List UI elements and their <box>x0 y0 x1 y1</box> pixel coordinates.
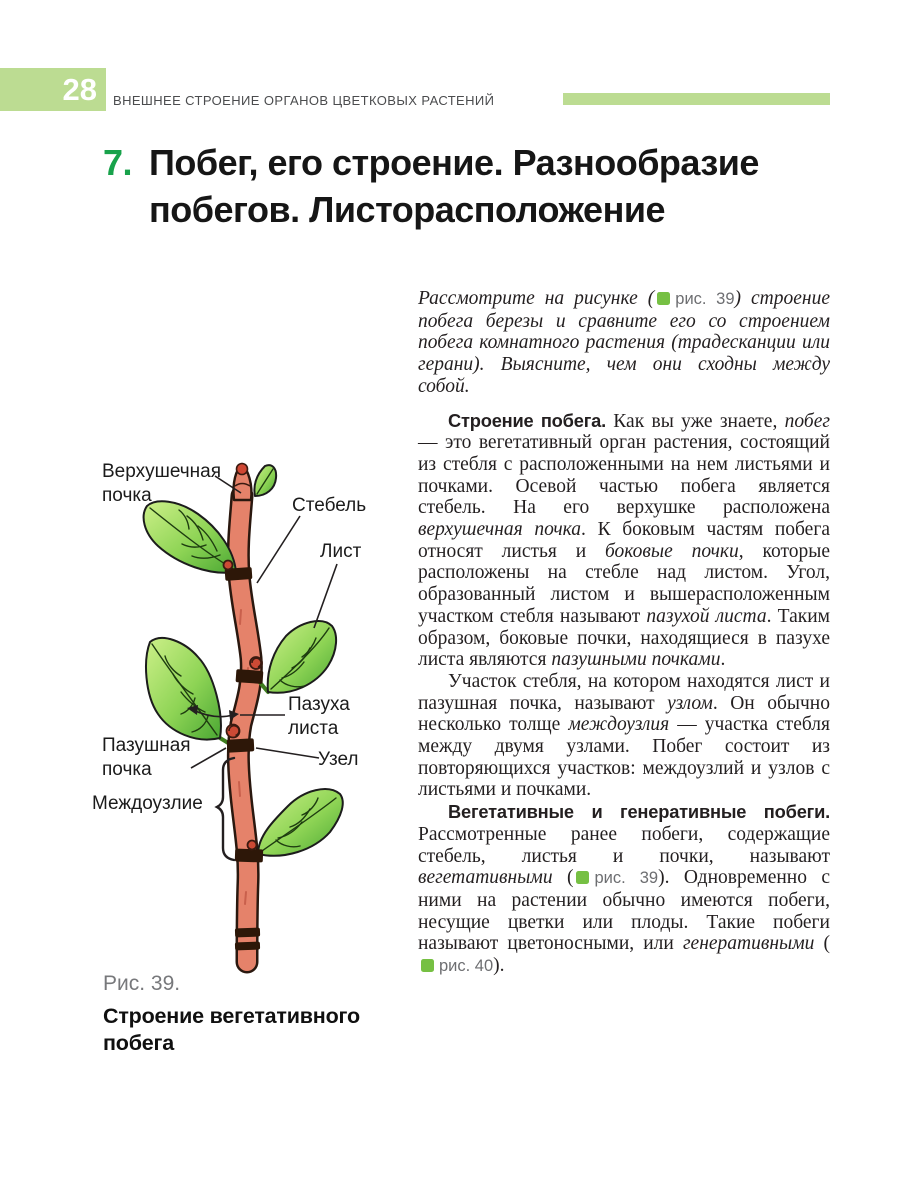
shoot-diagram <box>90 452 412 977</box>
body-text-column <box>418 288 830 978</box>
section-title <box>103 139 811 233</box>
figure-39 <box>90 452 412 977</box>
figure-caption-number: Рис. 39. <box>103 972 181 995</box>
header-green-bar <box>563 93 830 105</box>
label-internode: Междоузлие <box>92 793 203 814</box>
label-apical-bud: Верхушечная почка <box>102 461 222 506</box>
section-number: 7. <box>103 142 133 183</box>
figure-ref-square-icon <box>576 871 589 884</box>
paragraph-node-internode: Участок стебля, на котором находятся лист и пазушная почка, называют узлом. Он обычно несколько толще междоузлия — участка стебля между двумя узлами. Побег состоит из повторяющихся участков: междоузлий и узлов с листьями и почками. <box>418 670 830 801</box>
top-small-leaf <box>254 465 276 496</box>
figure-caption <box>103 972 413 1057</box>
leaf-lower-right <box>251 789 343 860</box>
label-leaf: Лист <box>320 541 362 562</box>
figure-ref-square-icon <box>657 292 670 305</box>
label-node: Узел <box>318 749 359 770</box>
page-number-badge <box>0 68 106 111</box>
label-axillary-bud: Пазушная почка <box>102 735 191 780</box>
apical-bud-drawing <box>233 464 251 501</box>
leaf-lower-left <box>146 638 236 748</box>
paragraph-intro-task: Рассмотрите на рисунке ( рис. 39) строение побега березы и сравните его со строением побега комнатного растения (традесканции или герани). Выясните, чем они сходны между собой. <box>418 288 830 397</box>
label-leaf-axil: Пазуха листа <box>288 694 350 739</box>
leaf-right <box>258 621 336 693</box>
paragraph-vegetative-generative: Вегетативные и генеративные побеги. Рассмотренные ранее побеги, содержащие стебель, листья и почки, называют вегетативными ( рис. 39). Одновременно с ними на растении обычно имеются побеги, несущие цветки или плоды. Такие побеги называют цветоносными, или генеративными (рис. 40). <box>418 801 830 977</box>
running-header: ВНЕШНЕЕ СТРОЕНИЕ ОРГАНОВ ЦВЕТКОВЫХ РАСТЕНИЙ <box>113 93 495 108</box>
label-stem: Стебель <box>292 495 367 516</box>
figure-caption-title: Строение вегетативного побега <box>103 1004 360 1055</box>
stem-drawing <box>238 496 251 962</box>
page-number: 28 <box>62 72 97 107</box>
leaf-upper-left <box>144 501 236 572</box>
figure-ref-square-icon <box>421 959 434 972</box>
section-title-text: Побег, его строение. Разнообразие побегов. Листорасположение <box>149 142 759 230</box>
paragraph-shoot-structure: Строение побега. Как вы уже знаете, побег — это вегетативный орган растения, состоящий из стебля с расположенными на нем листьями и почками. Осевой частью побега является стебель. На его верхушке расположена верхушечная почка. К боковым частям побега относят листья и боковые почки, которые расположены на стебле над листом. Угол, образованный листом и вышерасположенным участком стебля называют пазухой листа. Таким образом, боковые почки, находящиеся в пазухе листа являются пазушными почками. <box>418 409 830 671</box>
